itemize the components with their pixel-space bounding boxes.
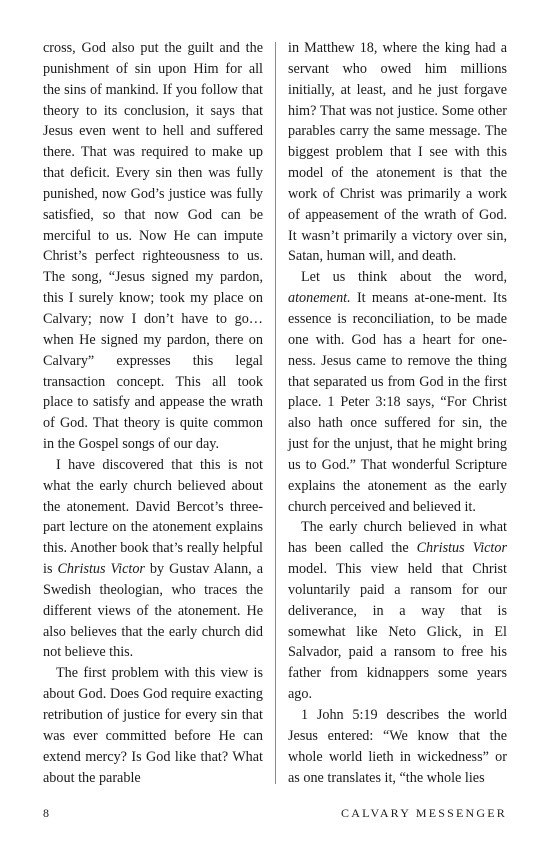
paragraph: 1 John 5:19 describes the world Jesus entered: “We know that the whole world lieth in wickedness” or as one translates it, “the whole lies: [288, 707, 507, 786]
left-text-column: [43, 38, 263, 788]
paragraph: cross, God also put the guilt and the punishment of sin upon Him for all the sins of mankind. If you follow that theory to its conclusion, it says that Jesus even went to hell and suffered there. That was required to make up that deficit. Every sin then was fully punished, now God’s justice was fully satisfied, so that now God can be merciful to us. Now He can impute Christ’s perfect righteousness to us. The song, “Jesus signed my pardon, this I surely know; took my place on Calvary; now I don’t have to go…when He signed my pardon, there on Calvary” expresses this legal transaction concept. This all took place to satisfy and appease the wrath of God. That theory is quite common in the Gospel songs of our day.: [43, 40, 263, 453]
column-divider: [275, 42, 276, 784]
emphasized-word: atonement.: [288, 290, 351, 307]
right-text-column: [288, 38, 507, 788]
paragraph: [288, 517, 507, 705]
text-run: model. This view held that Christ voluntarily paid a ransom for our deliverance, in a way that is somewhat like Neto Glick, in El Salvador, paid a ransom to free his father from kidnappers some years ago.: [288, 561, 507, 703]
page-number: 8: [43, 806, 50, 820]
text-run: It means at-one-ment. Its essence is reconciliation, to be made one with. God has a heart for one-ness. Jesus came to remove the thing that separated us from God in the first place. 1 Peter 3:18 says, “For Christ also hath once suffered for sin, the just for the unjust, that he might bring us to God.” That wonderful Scripture explains the atonement as the early church perceived and believed it.: [288, 290, 507, 515]
paragraph: [43, 455, 263, 663]
paragraph: [288, 267, 507, 517]
text-run: Let us think about the word,: [301, 269, 507, 286]
text-run: The early church believed in what has been called the: [288, 519, 507, 557]
text-run: by Gustav Alann, a Swedish theologian, who traces the different views of the atonement. He also believes that the early church did not believe this.: [43, 561, 263, 661]
text-run: I have discovered that this is not what the early church believed about the atonement. David Bercot’s three-part lecture on the atonement explains this. Another book that’s really helpful is: [43, 456, 263, 578]
book-title: Christus Victor: [416, 540, 507, 557]
book-title: Christus Victor: [57, 561, 145, 578]
paragraph: in Matthew 18, where the king had a servant who owed him millions initially, at least, and he just forgave him? That was not justice. Some other parables carry the same message. The biggest problem that I see with this model of the atonement is that the work of Christ was primarily a work of appeasement of the wrath of God. It wasn’t primarily a victory over sin, Satan, human will, and death.: [288, 40, 507, 265]
running-title: CALVARY MESSENGER: [341, 806, 507, 820]
paragraph: The first problem with this view is about God. Does God require exacting retribution of justice for every sin that was ever committed before He can extend mercy? Is God like that? What about the parable: [43, 665, 263, 786]
